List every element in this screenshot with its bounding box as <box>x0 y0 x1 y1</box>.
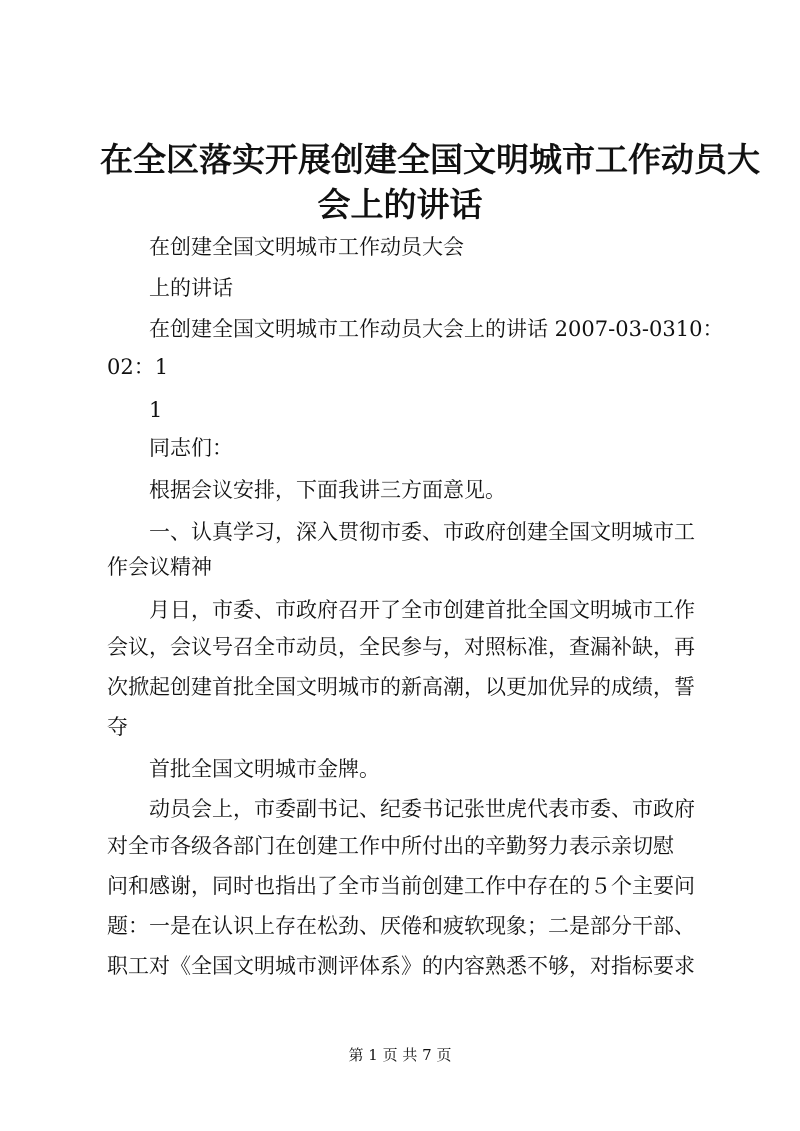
body-line-para3-1: 动员会上，市委副书记、纪委书记张世虎代表市委、市政府 <box>149 797 695 821</box>
body-line-para1-2: 会议，会议号召全市动员，全民参与，对照标准，查漏补缺，再 <box>107 635 695 659</box>
body-line-number: 1 <box>149 398 163 422</box>
body-line-date-1: 在创建全国文明城市工作动员大会上的讲话 2007-03-0310： <box>149 317 724 341</box>
body-line-heading-1: 在创建全国文明城市工作动员大会 <box>149 235 464 259</box>
document-title-line-1: 在全区落实开展创建全国文明城市工作动员大 <box>100 140 760 179</box>
body-line-intro: 根据会议安排，下面我讲三方面意见。 <box>149 478 506 502</box>
body-line-para1-4: 夺 <box>107 715 128 739</box>
body-line-salutation: 同志们： <box>149 436 233 460</box>
body-line-date-2: 02：1 <box>107 355 169 379</box>
body-line-para1-1: 月日，市委、市政府召开了全市创建首批全国文明城市工作 <box>149 598 695 622</box>
body-line-section-heading-1: 一、认真学习，深入贯彻市委、市政府创建全国文明城市工 <box>149 520 695 544</box>
body-line-para2: 首批全国文明城市金牌。 <box>149 757 380 781</box>
body-line-para3-3: 问和感谢，同时也指出了全市当前创建工作中存在的５个主要问 <box>107 874 695 898</box>
body-line-para3-5: 职工对《全国文明城市测评体系》的内容熟悉不够，对指标要求 <box>107 954 695 978</box>
body-line-para1-3: 次掀起创建首批全国文明城市的新高潮，以更加优异的成绩，誓 <box>107 675 695 699</box>
body-line-para3-2: 对全市各级各部门在创建工作中所付出的辛勤努力表示亲切慰 <box>107 834 674 858</box>
page-footer: 第 1 页 共 7 页 <box>348 1046 452 1064</box>
body-line-heading-2: 上的讲话 <box>149 276 233 300</box>
document-title-line-2: 会上的讲话 <box>317 185 483 224</box>
body-line-para3-4: 题：一是在认识上存在松劲、厌倦和疲软现象；二是部分干部、 <box>107 914 695 938</box>
body-line-section-heading-2: 作会议精神 <box>107 555 212 579</box>
